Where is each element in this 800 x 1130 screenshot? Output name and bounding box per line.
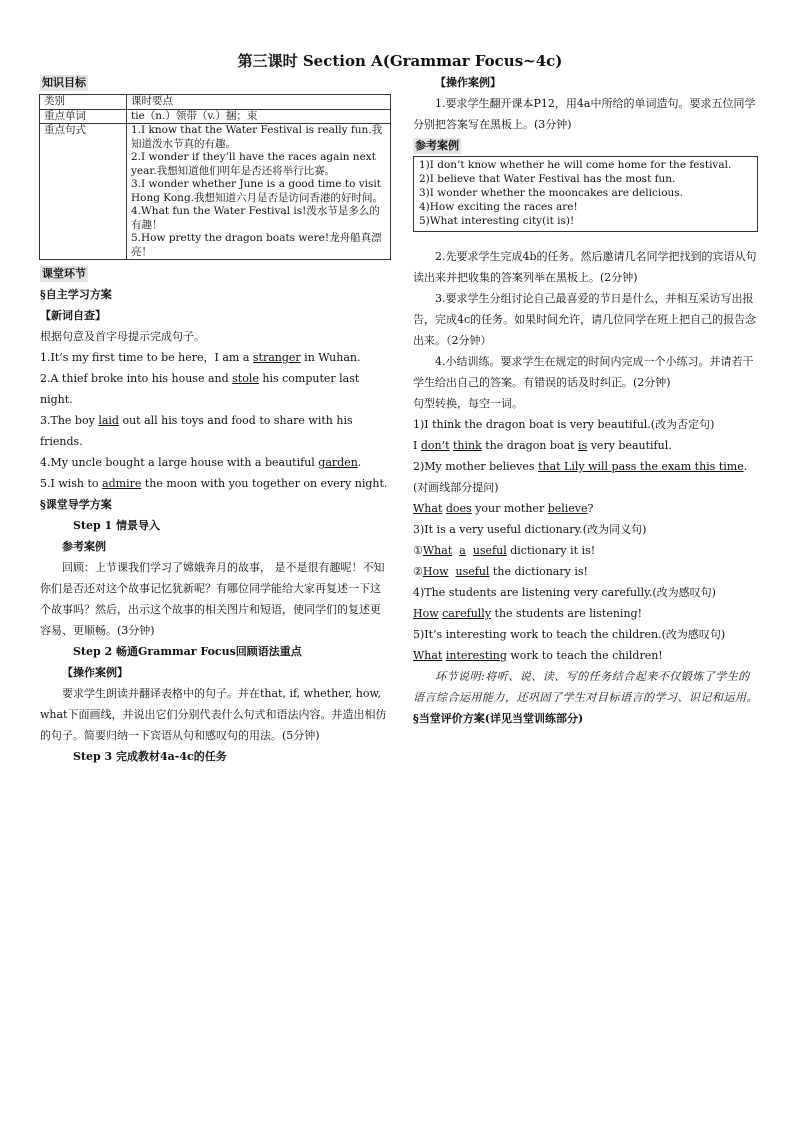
reference-case-label: 参考案例 — [415, 139, 459, 152]
table-cell-category: 重点句式 — [40, 124, 127, 260]
table-row — [40, 109, 391, 124]
transform-answer: ②How useful the dictionary is! — [413, 565, 588, 578]
exercise-sentence: 5.I wish to admire the moon with you together on every night. — [40, 477, 388, 490]
table-cell-content — [127, 124, 391, 260]
key-sentence: 3.I wonder whether June is a good time to visit Hong Kong.我想知道六月是否是访问香港的好时间。 — [131, 178, 384, 204]
transform-question: 2)My mother believes that Lily will pass the exam this time.(对画线部分提问) — [413, 460, 748, 494]
task4-text: 4.小结训练。要求学生在规定的时间内完成一个小练习。并请若干学生给出自己的答案。有错误的话及时纠正。(2分钟) — [413, 355, 754, 389]
table-header-cell: 类别 — [40, 95, 127, 110]
transform-answer: How carefully the students are listening! — [413, 607, 642, 620]
knowledge-goals-heading: 知识目标 — [42, 76, 86, 89]
table-cell-content: tie（n.）领带（v.）捆；束 — [127, 109, 391, 124]
new-words-heading: 【新词自查】 — [40, 309, 106, 322]
page-title: 第三课时 Section A(Grammar Focus~4c) — [237, 52, 563, 70]
reference-answer: 5)What interesting city(it is)! — [419, 215, 575, 227]
operation-case-label: 【操作案例】 — [435, 76, 501, 89]
transform-question: 1)I think the dragon boat is very beautiful.(改为否定句) — [413, 418, 715, 431]
step3-heading: Step 3 完成教材4a-4c的任务 — [73, 750, 227, 763]
transform-question: 4)The students are listening very carefully.(改为感叹句) — [413, 586, 716, 599]
self-study-heading: §自主学习方案 — [40, 288, 112, 301]
knowledge-table — [39, 94, 391, 260]
answer-word: stole — [232, 372, 259, 385]
reference-case-label: 参考案例 — [62, 540, 106, 553]
evaluation-heading: §当堂评价方案(详见当堂训练部分) — [413, 712, 584, 725]
transform-question: 3)It is a very useful dictionary.(改为同义句) — [413, 523, 647, 536]
task3-text: 3.要求学生分组讨论自己最喜爱的节日是什么，并相互采访写出报告，完成4c的任务。如果时间允许，请几位同学在班上把自己的报告念出来。（2分钟） — [413, 292, 757, 347]
transform-question: 5)It’s interesting work to teach the children.(改为感叹句) — [413, 628, 726, 641]
table-row — [40, 124, 391, 260]
key-sentence: 2.I wonder if they’ll have the races again next year.我想知道他们明年是否还将举行比赛。 — [131, 151, 376, 177]
guide-heading: §课堂导学方案 — [40, 498, 112, 511]
reference-answers-box — [413, 156, 758, 232]
transform-answer: What interesting work to teach the children! — [413, 649, 663, 662]
task1-text: 1.要求学生翻开课本P12，用4a中所给的单词造句。要求五位同学分别把答案写在黑板上。(3分钟) — [413, 97, 756, 131]
step2-heading: Step 2 畅通Grammar Focus回顾语法重点 — [73, 645, 302, 658]
step1-heading: Step 1 情景导入 — [73, 519, 161, 532]
table-header-cell: 课时要点 — [127, 95, 391, 110]
reference-answer: 2)I believe that Water Festival has the most fun. — [419, 173, 676, 185]
reference-answer: 4)How exciting the races are! — [419, 201, 578, 213]
exercise-sentence: 2.A thief broke into his house and stole his computer last night. — [40, 372, 360, 406]
reference-answer: 3)I wonder whether the mooncakes are delicious. — [419, 187, 684, 199]
operation-case-label: 【操作案例】 — [62, 666, 128, 679]
answer-word: stranger — [252, 351, 301, 364]
key-sentence: 1.I know that the Water Festival is really fun.我知道泼水节真的有趣。 — [131, 124, 383, 150]
task2-text: 2.先要求学生完成4b的任务。然后邀请几名同学把找到的宾语从句读出来并把收集的答案列举在黑板上。(2分钟) — [413, 250, 757, 284]
class-session-heading: 课堂环节 — [42, 267, 86, 280]
step1-text: 回顾：上节课我们学习了嫦娥奔月的故事， 是不是很有趣呢！不知你们是否还对这个故事记忆犹新呢？有哪位同学能给大家再复述一下这个故事吗？然后，出示这个故事的相关图片和短语，使同学们的复述更容易、更顺畅。(3分钟) — [40, 561, 385, 637]
transform-answer: I don’t think the dragon boat is very beautiful. — [413, 439, 672, 452]
section-note: 环节说明:将听、说、读、写的任务结合起来不仅锻炼了学生的语言综合运用能力，还巩固了学生对目标语言的学习、识记和运用。 — [413, 670, 758, 704]
new-words-intro: 根据句意及首字母提示完成句子。 — [40, 330, 205, 343]
answer-word: admire — [102, 477, 142, 490]
table-cell-category: 重点单词 — [40, 109, 127, 124]
right-column — [413, 72, 758, 729]
transform-answer: What does your mother believe? — [413, 502, 594, 515]
exercise-sentence: 1.It’s my first time to be here，I am a stranger in Wuhan. — [40, 351, 361, 364]
step2-text: 要求学生朗读并翻译表格中的句子。并在that, if, whether, how, what下面画线，并说出它们分别代表什么句式和语法内容。并造出相仿的句子。简要归纳一下宾语从句和感叹句的用法。(5分钟) — [40, 687, 387, 742]
transform-intro: 句型转换，每空一词。 — [413, 397, 523, 410]
exercise-sentence: 4.My uncle bought a large house with a beautiful garden. — [40, 456, 362, 469]
left-column — [40, 72, 390, 767]
answer-word: garden — [318, 456, 358, 469]
table-header-row — [40, 95, 391, 110]
key-sentence: 4.What fun the Water Festival is!泼水节是多么的有趣！ — [131, 205, 380, 231]
exercise-sentence: 3.The boy laid out all his toys and food to share with his friends. — [40, 414, 353, 448]
reference-answer: 1)I don’t know whether he will come home for the festival. — [419, 159, 732, 171]
key-sentence: 5.How pretty the dragon boats were!龙舟船真漂亮！ — [131, 232, 382, 258]
answer-word: laid — [98, 414, 119, 427]
transform-answer: ①What a useful dictionary it is! — [413, 544, 596, 557]
